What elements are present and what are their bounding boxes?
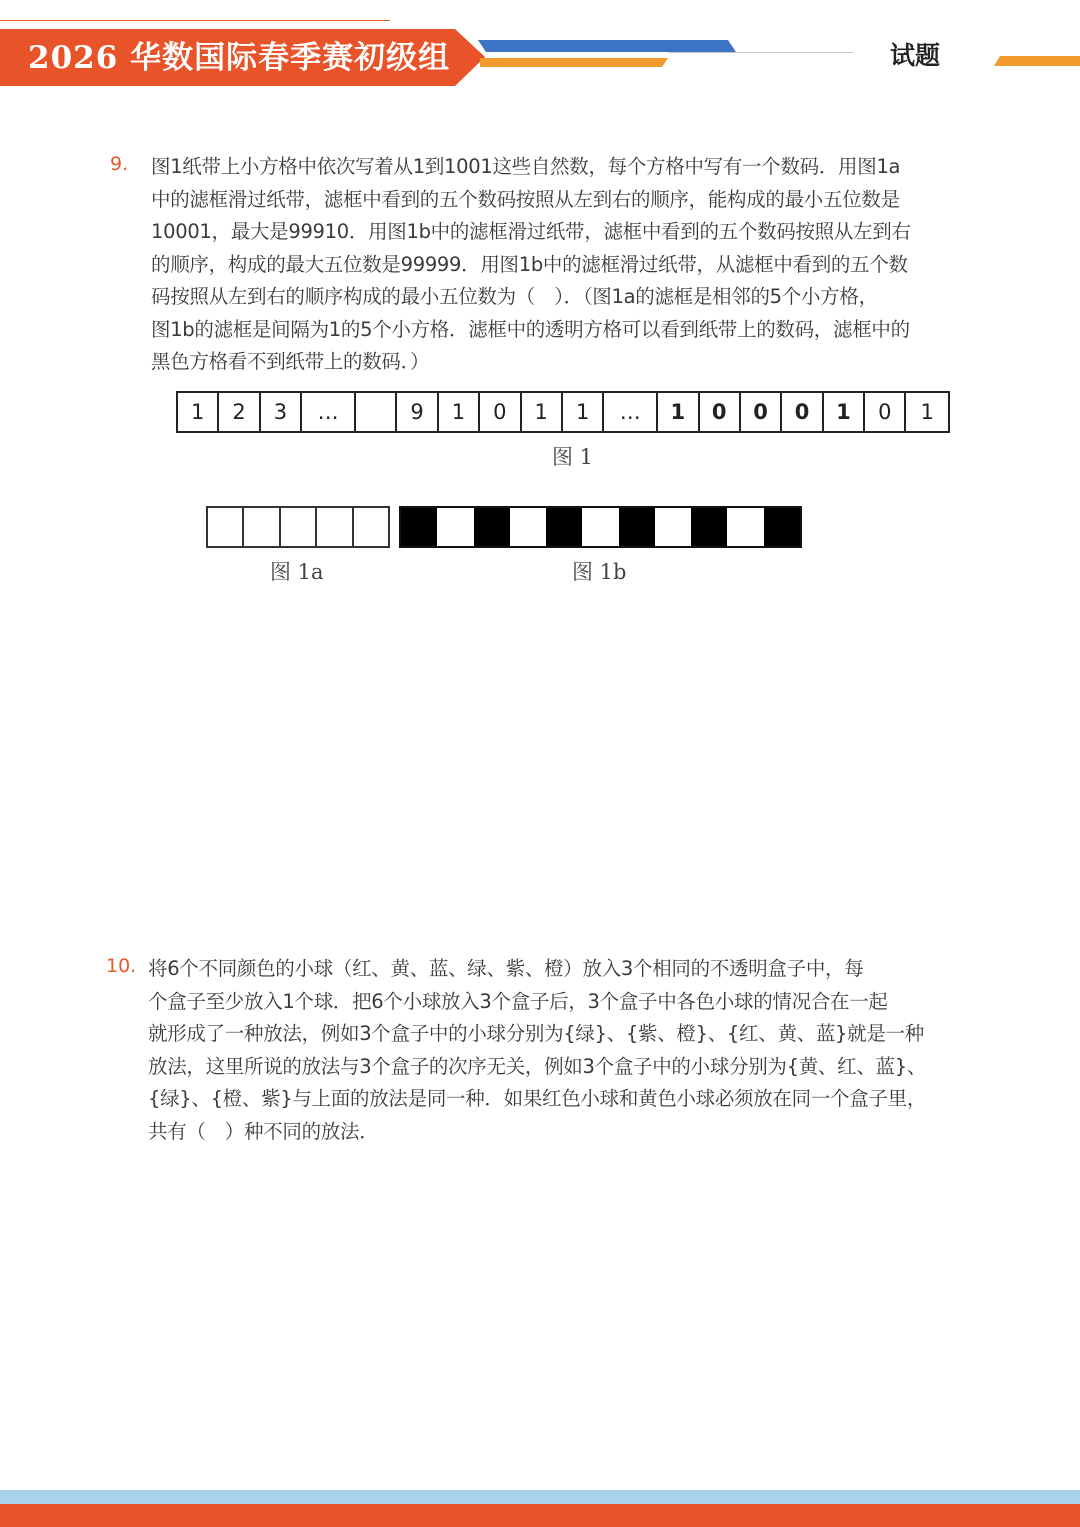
filter-1a-square [244,508,280,546]
figure-1-number-strip [176,391,950,433]
header-gray-rule [668,52,853,53]
question-10-line: {绿}、{橙、紫}与上面的放法是同一种．如果红色小球和黄色小球必须放在同一个盒子里， [148,1087,927,1110]
strip-cell: 1 [658,393,699,431]
filter-1b-window-square [510,508,546,546]
question-10-line: 共有（ ）种不同的放法． [148,1119,379,1143]
header-blue-stripe [478,40,736,52]
strip-cell: 3 [261,393,302,431]
strip-cell: 1 [563,393,604,431]
strip-cell: 0 [700,393,741,431]
question-10-line: 个盒子至少放入1个球．把6个小球放入3个盒子后，3个盒子中各色小球的情况合在一起 [148,989,888,1013]
question-9-line: 中的滤框滑过纸带，滤框中看到的五个数码按照从左到右的顺序，能构成的最小五位数是 [151,187,900,211]
header-orange-stripe [480,58,668,67]
footer-blue-band [0,1490,1080,1504]
filter-1a-square [317,508,353,546]
header-thin-rule [0,20,390,21]
figure-1-caption: 图 1 [552,445,594,469]
question-9-line: 图1纸带上小方格中依次写着从1到1001这些自然数，每个方格中写有一个数码．用图1a [151,155,901,178]
strip-cell: 0 [782,393,823,431]
strip-cell: 0 [480,393,521,431]
strip-cell: 0 [741,393,782,431]
strip-cell: 0 [865,393,906,431]
filter-1b-window-square [582,508,618,546]
question-9-line: 黑色方格看不到纸带上的数码．） [151,350,430,373]
strip-cell: 1 [178,393,219,431]
strip-cell [356,393,397,431]
figure-1a-caption: 图 1a [270,560,324,584]
question-10-line: 放法，这里所说的放法与3个盒子的次序无关，例如3个盒子中的小球分别为{黄、红、蓝}、 [148,1054,927,1078]
exam-title: 2026 华数国际春季赛初级组 [28,40,451,76]
header-right-stripe [994,56,1080,66]
filter-1b-window-square [655,508,691,546]
question-9-text [151,151,911,379]
question-10-number: 10. [106,955,137,977]
strip-cell: 1 [824,393,865,431]
strip-cell: 2 [219,393,260,431]
figure-1b-filter [399,506,802,548]
section-label: 试题 [890,41,941,70]
filter-1a-square [208,508,244,546]
question-9-line: 的顺序，构成的最大五位数是99999．用图1b中的滤框滑过纸带，从滤框中看到的五个数 [151,252,908,276]
filter-1b-black-square [401,508,437,546]
question-10-line: 将6个不同颜色的小球（红、黄、蓝、绿、紫、橙）放入3个相同的不透明盒子中，每 [148,957,864,980]
filter-1b-black-square [474,508,510,546]
strip-cell: 1 [439,393,480,431]
filter-1b-window-square [727,508,763,546]
question-9-line: 码按照从左到右的顺序构成的最小五位数为（ ）．（图1a的滤框是相邻的5个小方格， [151,285,878,308]
filter-1a-square [281,508,317,546]
question-10-text [148,953,926,1148]
strip-cell: … [302,393,356,431]
filter-1b-black-square [619,508,655,546]
strip-cell: 9 [397,393,438,431]
strip-cell: 1 [522,393,563,431]
figure-1b-caption: 图 1b [572,560,627,584]
filter-1b-black-square [546,508,582,546]
filter-1a-square [354,508,388,546]
figure-1a-filter [206,506,390,548]
strip-cell: 1 [920,400,934,424]
filter-1b-black-square [691,508,727,546]
page-header [0,0,1080,110]
strip-cell: … [604,393,658,431]
filter-1b-black-square [764,508,800,546]
filter-1b-window-square [437,508,473,546]
question-9-line: 图1b的滤框是间隔为1的5个小方格．滤框中的透明方格可以看到纸带上的数码，滤框中的 [151,317,910,341]
question-9-line: 10001，最大是99910．用图1b中的滤框滑过纸带，滤框中看到的五个数码按照从左到右 [151,220,911,243]
question-9-number: 9. [110,153,129,175]
question-10-line: 就形成了一种放法，例如3个盒子中的小球分别为{绿}、{紫、橙}、{红、黄、蓝}就是一种 [148,1022,924,1045]
footer-orange-band [0,1504,1080,1527]
